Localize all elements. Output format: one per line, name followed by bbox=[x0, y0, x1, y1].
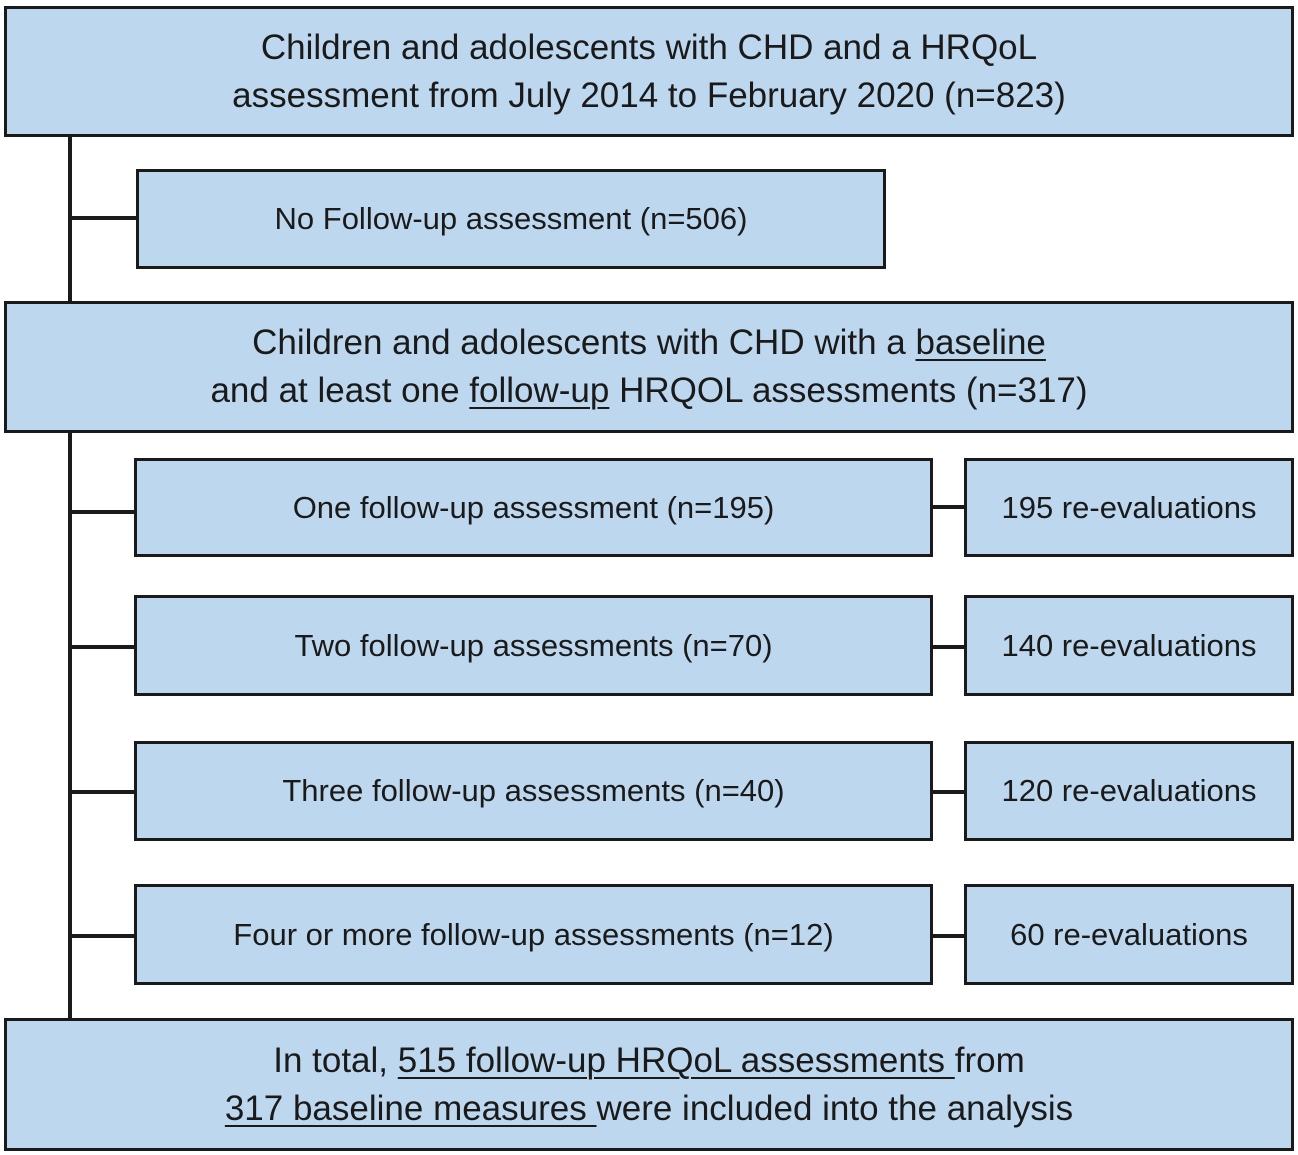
no-follow-up-label: No Follow-up assessment (n=506) bbox=[274, 201, 748, 236]
result-connector-3 bbox=[931, 790, 966, 794]
follow-up-cohort-line-2 bbox=[210, 367, 1087, 415]
total-text-1: In total, bbox=[273, 1040, 398, 1080]
cohort-text-1: Children and adolescents with CHD with a bbox=[252, 323, 916, 362]
result-label-4: 60 re-evaluations bbox=[1010, 916, 1248, 952]
cohort-follow-up-underlined: follow-up bbox=[469, 371, 610, 410]
result-connector-1 bbox=[931, 505, 966, 509]
result-label-1: 195 re-evaluations bbox=[1001, 489, 1257, 525]
group-box-1 bbox=[134, 458, 933, 557]
result-box-2 bbox=[964, 595, 1294, 696]
follow-up-cohort-line-1 bbox=[252, 319, 1046, 367]
result-box-1 bbox=[964, 458, 1294, 557]
initial-population-line-1: Children and adolescents with CHD and a HRQoL bbox=[260, 27, 1038, 67]
branch-line-excluded bbox=[68, 216, 138, 220]
group-box-4 bbox=[134, 884, 933, 985]
initial-population-box bbox=[4, 6, 1294, 137]
result-label-3: 120 re-evaluations bbox=[1001, 773, 1257, 808]
branch-line-group-1 bbox=[68, 510, 136, 514]
group-label-1: One follow-up assessment (n=195) bbox=[292, 489, 775, 525]
result-box-3 bbox=[964, 741, 1294, 841]
initial-population-line-2: assessment from July 2014 to February 2020 (n=823) bbox=[232, 75, 1066, 115]
total-text-3: were included into the analysis bbox=[596, 1088, 1074, 1128]
branch-line-group-4 bbox=[68, 934, 136, 938]
total-assessments-underlined: 515 follow-up HRQoL assessments bbox=[397, 1040, 955, 1080]
group-label-3: Three follow-up assessments (n=40) bbox=[282, 773, 785, 808]
total-summary-line-2 bbox=[225, 1085, 1073, 1133]
total-summary-line-1 bbox=[273, 1037, 1025, 1085]
result-connector-4 bbox=[931, 934, 966, 938]
result-label-2: 140 re-evaluations bbox=[1001, 627, 1257, 663]
group-label-2: Two follow-up assessments (n=70) bbox=[294, 627, 773, 663]
group-box-3 bbox=[134, 741, 933, 841]
group-label-4: Four or more follow-up assessments (n=12) bbox=[233, 916, 834, 952]
follow-up-cohort-box bbox=[4, 301, 1294, 433]
total-baseline-underlined: 317 baseline measures bbox=[224, 1088, 597, 1128]
total-summary-box bbox=[4, 1018, 1294, 1151]
cohort-text-2: and at least one bbox=[210, 371, 470, 410]
result-connector-2 bbox=[931, 645, 966, 649]
group-box-2 bbox=[134, 595, 933, 696]
no-follow-up-box bbox=[136, 169, 886, 269]
cohort-baseline-underlined: baseline bbox=[915, 323, 1046, 362]
result-box-4 bbox=[964, 884, 1294, 985]
cohort-text-3: HRQOL assessments (n=317) bbox=[609, 371, 1088, 410]
branch-line-group-3 bbox=[68, 790, 136, 794]
trunk-line-lower bbox=[68, 431, 72, 1021]
total-text-2: from bbox=[954, 1040, 1025, 1080]
branch-line-group-2 bbox=[68, 645, 136, 649]
